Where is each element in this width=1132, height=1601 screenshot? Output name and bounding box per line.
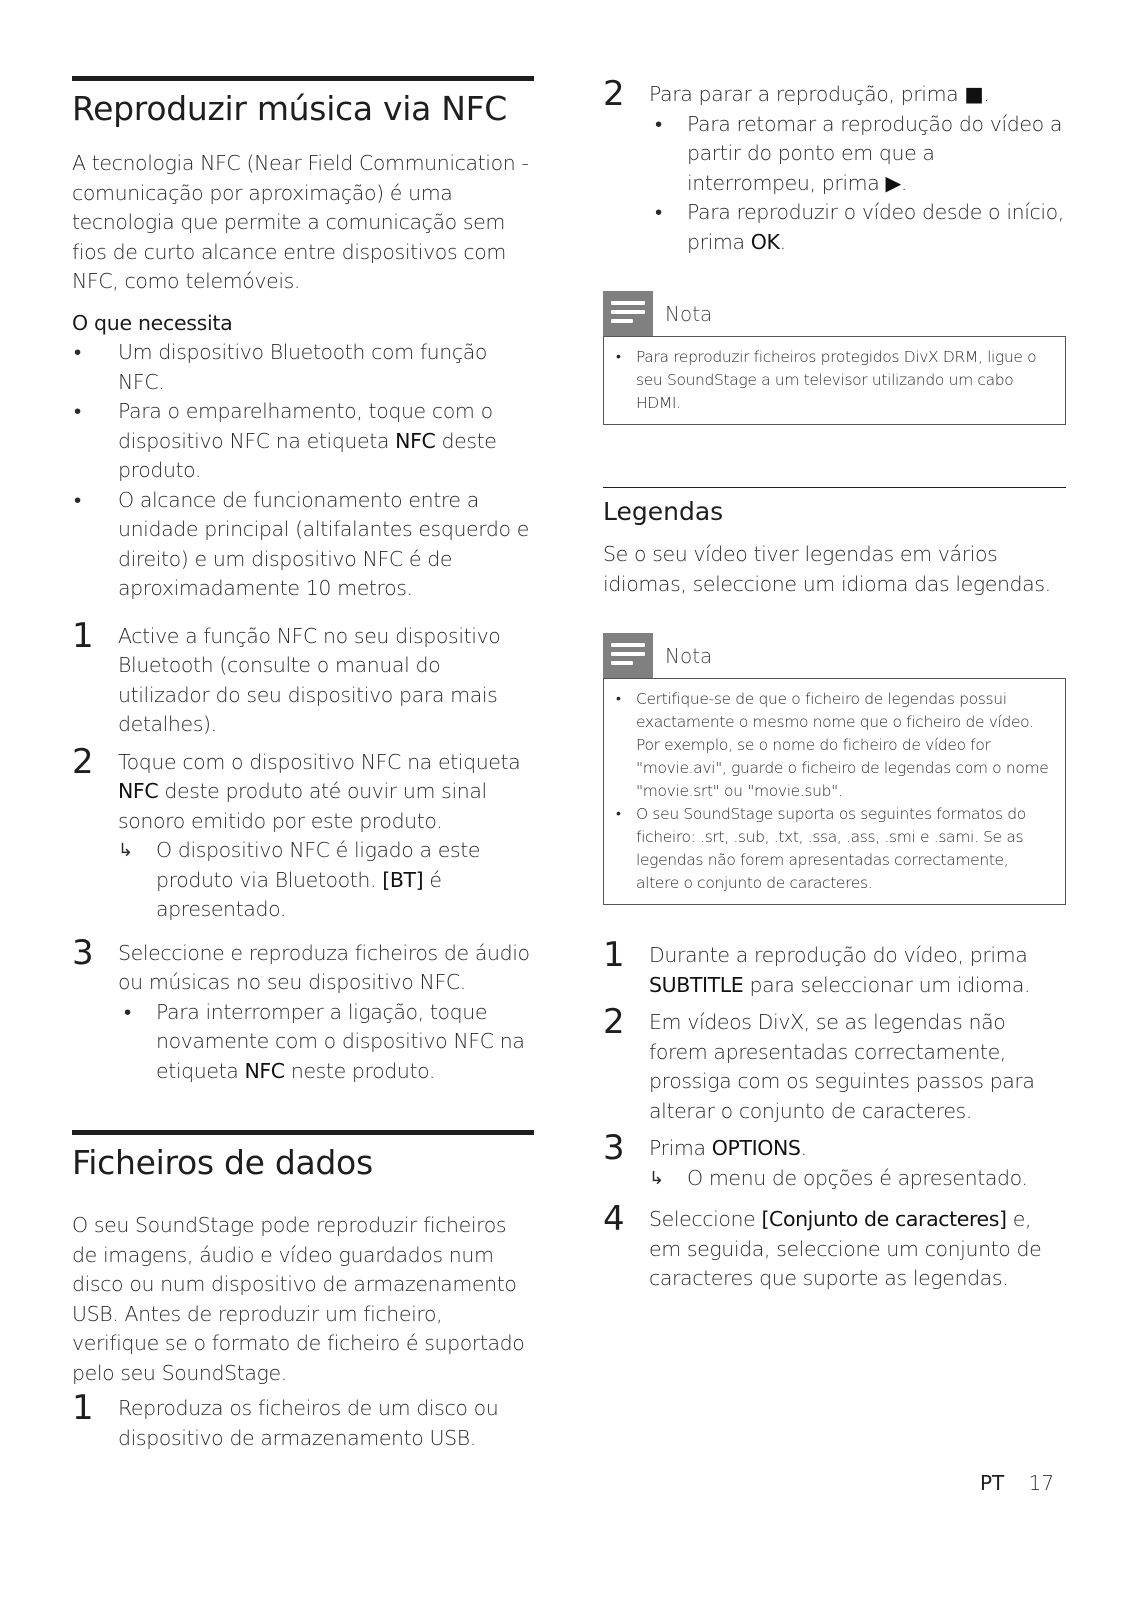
right-column: [603, 74, 1066, 1294]
note-box-subtitles: [603, 633, 1066, 905]
step-1: 1 Active a função NFC no seu dispositivo Bluetooth (consulte o manual do utilizador do seu dispositivo para mais detalhes).: [72, 615, 501, 736]
step-sub-bullet: • Para reproduzir o vídeo desde o início, prima OK.: [655, 200, 1064, 254]
subtitles-intro: Se o seu vídeo tiver legendas em vários idiomas, seleccione um idioma das legendas.: [603, 542, 1051, 596]
result-arrow-icon: ↳: [118, 840, 133, 861]
result-arrow-icon: ↳: [649, 1167, 664, 1189]
step-2: 2 Em vídeos DivX, se as legendas não forem apresentadas correctamente, prossiga com os seguintes passos para alterar o conjunto de caracteres.: [603, 1002, 1035, 1123]
section-title-data-files: Ficheiros de dados: [72, 1143, 373, 1182]
left-column: [72, 76, 534, 1453]
step-3: 3 Seleccione e reproduza ficheiros de áudio ou músicas no seu dispositivo NFC. • Para interromper a ligação, toque novamente com o dispositivo NFC na etiqueta NFC neste produto.: [72, 939, 534, 1087]
step-sub-bullet: • Para interromper a ligação, toque novamente com o dispositivo NFC na etiqueta NFC neste produto.: [124, 999, 525, 1083]
page-number: 17: [1028, 1471, 1055, 1495]
stop-icon: ■: [964, 82, 984, 106]
language-code: PT: [980, 1471, 1005, 1495]
note-label: Nota: [665, 643, 713, 668]
step-1: 1 Durante a reprodução do vídeo, prima SUBTITLE para seleccionar um idioma.: [603, 935, 1031, 997]
nfc-intro: A tecnologia NFC (Near Field Communication - comunicação por aproximação) é uma tecnologia que permite a comunicação sem fios de curto alcance entre dispositivos com NFC, como telemóveis.: [72, 151, 529, 293]
section-rule: [72, 1130, 534, 1135]
subsection-rule: [603, 487, 1066, 488]
note-item: • Para reproduzir ficheiros protegidos DivX DRM, ligue o seu SoundStage a um televisor utilizando um cabo HDMI.: [616, 348, 1037, 412]
list-item: • Um dispositivo Bluetooth com função NFC.: [74, 340, 488, 394]
needs-list: [72, 338, 534, 604]
data-files-intro: O seu SoundStage pode reproduzir ficheiros de imagens, áudio e vídeo guardados num disco ou num dispositivo de armazenamento USB. Antes de reproduzir um ficheiro, verifique se o formato de ficheiro é suportado pelo seu SoundStage.: [72, 1213, 525, 1385]
step-3: 3 Prima OPTIONS. ↳ O menu de opções é apresentado.: [603, 1134, 1066, 1193]
list-item: • O alcance de funcionamento entre a unidade principal (altifalantes esquerdo e direito) e um dispositivo NFC é de aproximadamente 10 metros.: [74, 487, 530, 600]
play-icon: ▶: [885, 170, 901, 195]
step-2: 2 Para parar a reprodução, prima ■. • Para retomar a reprodução do vídeo a partir do ponto em que a interrompeu, prima ▶. • Para reproduzir o vídeo desde o início, prima OK.: [603, 80, 1066, 257]
note-icon: [603, 633, 653, 678]
step-4: 4 Seleccione [Conjunto de caracteres] e, em seguida, seleccione um conjunto de caracteres que suporte as legendas.: [603, 1199, 1042, 1290]
step-result: ↳ O dispositivo NFC é ligado a este produto via Bluetooth. [BT] é apresentado.: [118, 838, 481, 921]
section-rule: [72, 76, 534, 81]
note-icon: [603, 291, 653, 336]
page-footer: [980, 1471, 1054, 1495]
note-box-drm: [603, 291, 1066, 425]
list-item: • Para o emparelhamento, toque com o dispositivo NFC na etiqueta NFC deste produto.: [74, 399, 497, 482]
note-label: Nota: [665, 301, 713, 326]
step-sub-bullet: • Para retomar a reprodução do vídeo a partir do ponto em que a interrompeu, prima ▶.: [655, 111, 1063, 195]
note-item: • O seu SoundStage suporta os seguintes formatos do ficheiro: .srt, .sub, .txt, .ssa, .ass, .smi e .sami. Se as legendas não forem apresentadas correctamente, altere o conjunto de caracteres.: [616, 805, 1026, 892]
step-2: 2 Toque com o dispositivo NFC na etiqueta NFC deste produto até ouvir um sinal sonoro emitido por este produto. ↳ O dispositivo NFC é ligado a este produto via Bluetooth. [BT] é apresentado.: [72, 748, 534, 925]
step-result: ↳ O menu de opções é apresentado.: [649, 1164, 1066, 1194]
needs-heading: O que necessita: [72, 310, 233, 335]
section-title-nfc: Reproduzir música via NFC: [72, 89, 508, 128]
subsection-title-subtitles: Legendas: [603, 497, 724, 526]
step-1: 1 Reproduza os ficheiros de um disco ou dispositivo de armazenamento USB.: [72, 1388, 499, 1450]
note-item: • Certifique-se de que o ficheiro de legendas possui exactamente o mesmo nome que o ficheiro de vídeo. Por exemplo, se o nome do ficheiro de vídeo for "movie.avi", guarde o ficheiro de legendas com o nome "movie.srt" ou "movie.sub".: [616, 690, 1049, 800]
